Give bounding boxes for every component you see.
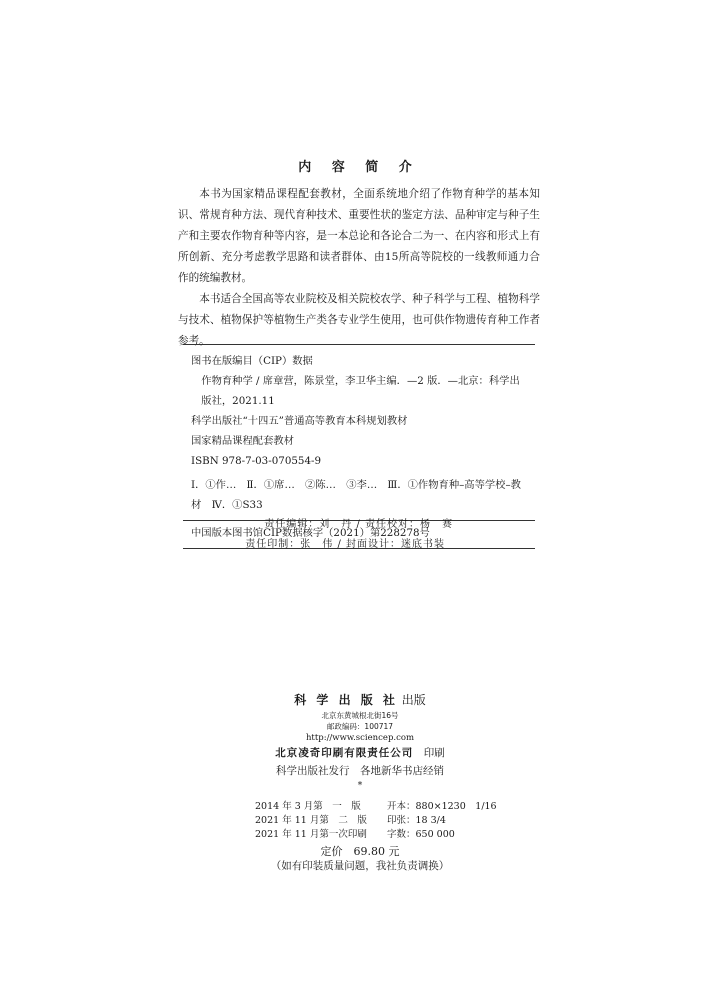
edition-row (255, 814, 495, 828)
price: 定价 69.80 元 (320, 845, 400, 858)
edition-info (255, 800, 495, 842)
summary-paragraph-2: 本书适合全国高等农业院校及相关院校农学、种子科学与工程、植物科学与技术、植物保护等植物生产类各专业学生使用，也可供作物遗传育种工作者参考。 (178, 293, 540, 347)
printer-line (150, 744, 570, 762)
content-summary (178, 156, 540, 352)
cip-number: 中国版本图书馆CIP数据核字（2021）第228278号 (191, 527, 430, 539)
distribution-line: 科学出版社发行 各地新华书店经销 (276, 765, 444, 777)
editors-line-2: 责任印制：张 伟 / 封面设计：迷底书装 (245, 539, 445, 550)
publisher-postcode: 邮政编码：100717 (326, 722, 394, 731)
publisher-suffix: 出版 (397, 693, 426, 707)
edition-row (255, 828, 495, 842)
cip-series-line: 科学出版社“十四五”普通高等教育本科规划教材 (191, 415, 408, 427)
cip-heading: 图书在版编目（CIP）数据 (191, 355, 313, 367)
publisher-line (150, 690, 570, 710)
responsible-staff (183, 515, 535, 555)
summary-paragraph-1: 本书为国家精品课程配套教材，全面系统地介绍了作物育种学的基本知识、常规育种方法、现代育种技术、重要性状的鉴定方法、品种审定与种子生产和主要农作物育种等内容，是一本总论和各论合二为一、在内容和形式上有所创新、充分考虑教学思路和读者群体、由15所高等院校的一线教师通力合作的统编教材。 (178, 188, 540, 284)
edition-date: 2021 年 11 月第 二 版 (255, 815, 367, 826)
edition-spec: 印张：18 3/4 (387, 815, 446, 826)
quality-note: （如有印装质量问题，我社负责调换） (270, 860, 450, 872)
editors-line-1: 责任编辑：刘 丹 / 责任校对：杨 赛 (264, 519, 453, 530)
edition-date: 2014 年 3 月第 一 版 (255, 801, 361, 812)
publisher-url: http://www.sciencep.com (305, 733, 415, 743)
cip-course-line: 国家精品课程配套教材 (191, 435, 294, 447)
publisher-block (150, 690, 570, 792)
printer-name: 北京凌奇印刷有限责任公司 (275, 747, 414, 759)
cip-title-line: 作物育种学 / 席章营，陈景堂，李卫华主编．—2 版．—北京：科学出版社，2021.11 (201, 375, 520, 407)
edition-spec: 字数：650 000 (387, 829, 455, 840)
edition-row (255, 800, 495, 814)
printer-suffix: 印刷 (413, 747, 445, 759)
edition-date: 2021 年 11 月第一次印刷 (255, 829, 367, 840)
separator-star: * (357, 781, 363, 791)
publisher-name: 科 学 出 版 社 (294, 693, 398, 707)
summary-title: 内 容 简 介 (298, 160, 420, 175)
cip-classification: Ⅰ．①作… Ⅱ．①席… ②陈… ③李… Ⅲ．①作物育种–高等学校–教材 Ⅳ．①S33 (191, 479, 521, 511)
publisher-address: 北京东黄城根北街16号 (321, 711, 399, 720)
cip-isbn: ISBN 978-7-03-070554-9 (191, 455, 322, 467)
edition-spec: 开本：880×1230 1/16 (387, 801, 497, 812)
